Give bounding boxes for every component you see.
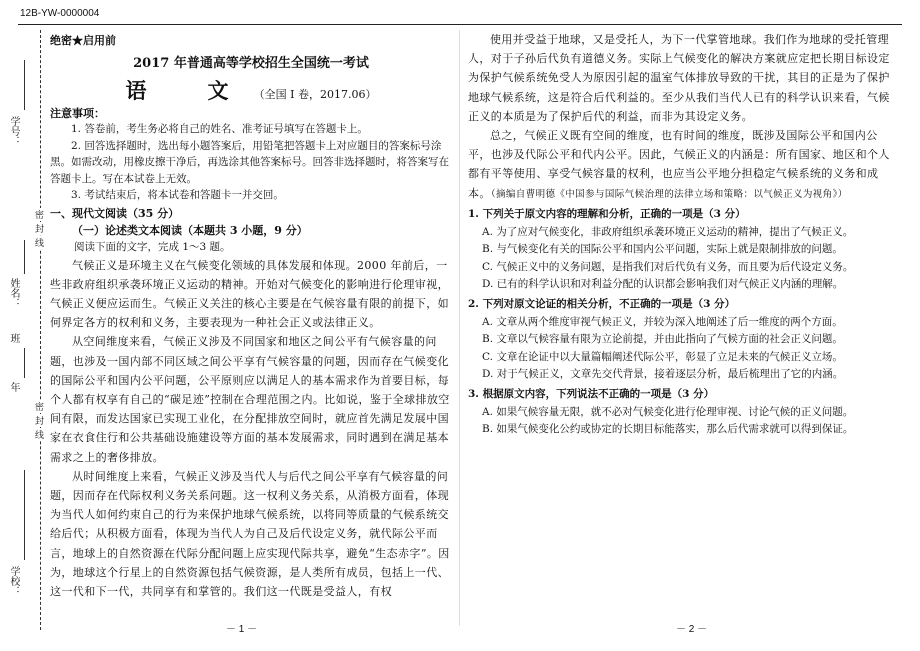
seal-word: 封 xyxy=(33,416,43,425)
passage-paragraph: 使用并受益于地球，又是受托人，为下一代掌管地球。我们作为地球的受托管理人，对于子孙后代负有道德义务。实际上气候变化的解决方案就应定把长期目标设定为保护气候系统免受人为原因引起的温室气体排放导致的干扰，其目的正是为了保护地球气候系统，这是符合后代利益的。至少从我们当代人已有的科学认识来看，气候正义的本质是为了保护后代的利益，而非为其设定义务。 xyxy=(468,33,890,123)
answer-option[interactable]: A. 为了应对气候变化，非政府组织承袭环境正义运动的精神，提出了气候正义。 xyxy=(482,225,854,238)
note-item: 1. 答卷前，考生务必将自己的姓名、准考证号填写在答题卡上。 xyxy=(71,123,368,135)
source-citation: （摘编自曹明德《中国参与国际气候治理的法律立场和策略：以气候正义为视角》） xyxy=(490,188,848,200)
student-id-field-label: 学号： xyxy=(8,116,19,146)
seal-word: 线 xyxy=(33,238,43,247)
question-stem: 1. 下列关于原文内容的理解和分析，正确的一项是（3 分） xyxy=(468,207,746,220)
question-stem: 2. 下列对原文论证的相关分析，不正确的一项是（3 分） xyxy=(468,297,736,310)
answer-option[interactable]: B. 与气候变化有关的国际公平和国内公平问题，实际上就是限制排放的问题。 xyxy=(482,243,843,256)
page-number: － 1 － xyxy=(226,624,258,635)
page-2-column xyxy=(468,30,900,438)
section-heading: 一、现代文阅读（35 分） xyxy=(50,206,180,220)
notes-heading: 注意事项： xyxy=(50,107,105,120)
student-id-underline[interactable] xyxy=(24,60,25,110)
seal-word: 密 xyxy=(33,402,43,411)
page-number: － 2 － xyxy=(676,624,708,635)
column-divider xyxy=(459,30,460,626)
school-field-label: 学校： xyxy=(8,566,19,596)
answer-option[interactable]: C. 气候正义中的义务问题，是指我们对后代负有义务，而且要为后代设定义务。 xyxy=(482,260,854,273)
confidential-label: 绝密★启用前 xyxy=(50,34,116,47)
answer-option[interactable]: A. 文章从两个维度审视气候正义，并较为深入地阐述了后一维度的两个方面。 xyxy=(482,315,843,328)
passage-paragraph-text: 总之，气候正义既有空间的维度，也有时间的维度，既涉及国际公平和国内公平，也涉及代际公平和代内公平。因此，气候正义的内涵是：所有国家、地区和个人都有平等使用、享受气候容量的权利，也应当公平地分担稳定气候系统的义务和成本。 xyxy=(468,129,890,200)
passage-paragraph: 气候正义是环境主义在气候变化领域的具体发展和体现。2000 年前后，一些非政府组织承袭环境正义运动的精神。开始对气候变化的影响进行伦理审视，气候正义便应运而生。气候正义关注的核心主要是在气候容量有限的前提下，如何界定各方的权利和义务，主要表现为一种社会正义或法律正义。 xyxy=(50,258,449,330)
subject-note: （全国 I 卷，2017.06） xyxy=(253,88,377,101)
passage-paragraph: 从空间维度来看，气候正义涉及不同国家和地区之间公平有气候容量的问题，也涉及一国内部不同区域之间公平享有气候容量的问题，因而存在气候变化的国际公平和国内公平问题，公平原则应以满足人的基本需求作为首要目标，每个人都有权享有自己的“碳足迹”控制在合理范围之内。比如说，鉴于全球排放空间有限，而发达国家已实现工业化，在分配排放空间时，就应首先满足发展中国家在衣食住行和公共基础设施建设等方面的基本发展需求，同时遇到在满足基本需求之上的奢侈排放。 xyxy=(50,335,450,464)
page-1-column xyxy=(50,32,452,601)
reading-instruction: 阅读下面的文字，完成 1～3 题。 xyxy=(74,240,231,253)
answer-option[interactable]: B. 如果气候变化公约或协定的长期目标能落实，那么后代需求就可以得到保证。 xyxy=(482,423,854,436)
class-grade-underline[interactable] xyxy=(24,348,25,378)
exam-title: 2017 年普通高等学校招生全国统一考试 xyxy=(133,56,369,71)
subsection-heading: （一）论述类文本阅读（本题共 3 小题，9 分） xyxy=(72,223,308,237)
question-stem: 3. 根据原文内容，下列说法不正确的一项是（3 分） xyxy=(468,387,715,400)
subject-line xyxy=(50,75,452,103)
answer-option[interactable]: A. 如果气候容量无限，就不必对气候变化进行伦理审视、讨论气候的正义问题。 xyxy=(482,405,854,418)
seal-word: 密 xyxy=(33,210,43,219)
passage-paragraph xyxy=(468,126,900,203)
seal-word: 封 xyxy=(33,224,43,233)
answer-option[interactable]: C. 文章在论证中以大量篇幅阐述代际公平，彰显了立足未来的气候正义立场。 xyxy=(482,350,843,363)
subject-title: 语 文 xyxy=(125,78,249,103)
answer-option[interactable]: B. 文章以气候容量有限为立论前提，并由此指向了气候方面的社会正义问题。 xyxy=(482,333,843,346)
class-field-label: 班 xyxy=(8,333,19,343)
note-item: 3. 考试结束后，将本试卷和答题卡一并交回。 xyxy=(71,189,284,201)
note-item: 2. 回答选择题时，选出每小题答案后，用铅笔把答题卡上对应题目的答案标号涂黑。如需改动，用橡皮擦干净后，再选涂其他答案标号。回答非选择题时，将答案写在答题卡上。写在本试卷上无效。 xyxy=(50,139,449,185)
seal-word: 线 xyxy=(33,430,43,439)
name-field-label: 姓名： xyxy=(8,278,19,308)
answer-option[interactable]: D. 对于气候正义，文章先交代背景，接着逐层分析，最后梳理出了它的内涵。 xyxy=(482,368,844,381)
grade-field-label: 年 xyxy=(8,382,19,392)
seal-line xyxy=(40,30,41,630)
top-rule xyxy=(18,24,902,25)
binding-margin xyxy=(0,30,48,630)
name-underline[interactable] xyxy=(24,240,25,274)
document-id: 12B-YW-0000004 xyxy=(20,8,100,19)
school-underline[interactable] xyxy=(24,470,25,560)
answer-option[interactable]: D. 已有的科学认识和对利益分配的认识都会影响我们对气候正义内涵的理解。 xyxy=(482,278,844,291)
passage-paragraph: 从时间维度上来看，气候正义涉及当代人与后代之间公平享有气候容量的问题，因而存在代际权利义务关系问题。这一权利义务关系，从消极方面看，体现为当代人如何约束自己的行为来保护地球气候系统，以将同等质量的气候系统交给后代；从积极方面看，体现为当代人为自己及后代设定义务，就代际公平而言，地球上的自然资源在代际分配问题上应实现代际共享，避免“生态赤字”。因为，地球这个行星上的自然资源包括气候资源，是人类所有成员，包括上一代、这一代和下一代，共同享有和掌管的。我们这一代既是受益人，有权 xyxy=(50,469,450,598)
